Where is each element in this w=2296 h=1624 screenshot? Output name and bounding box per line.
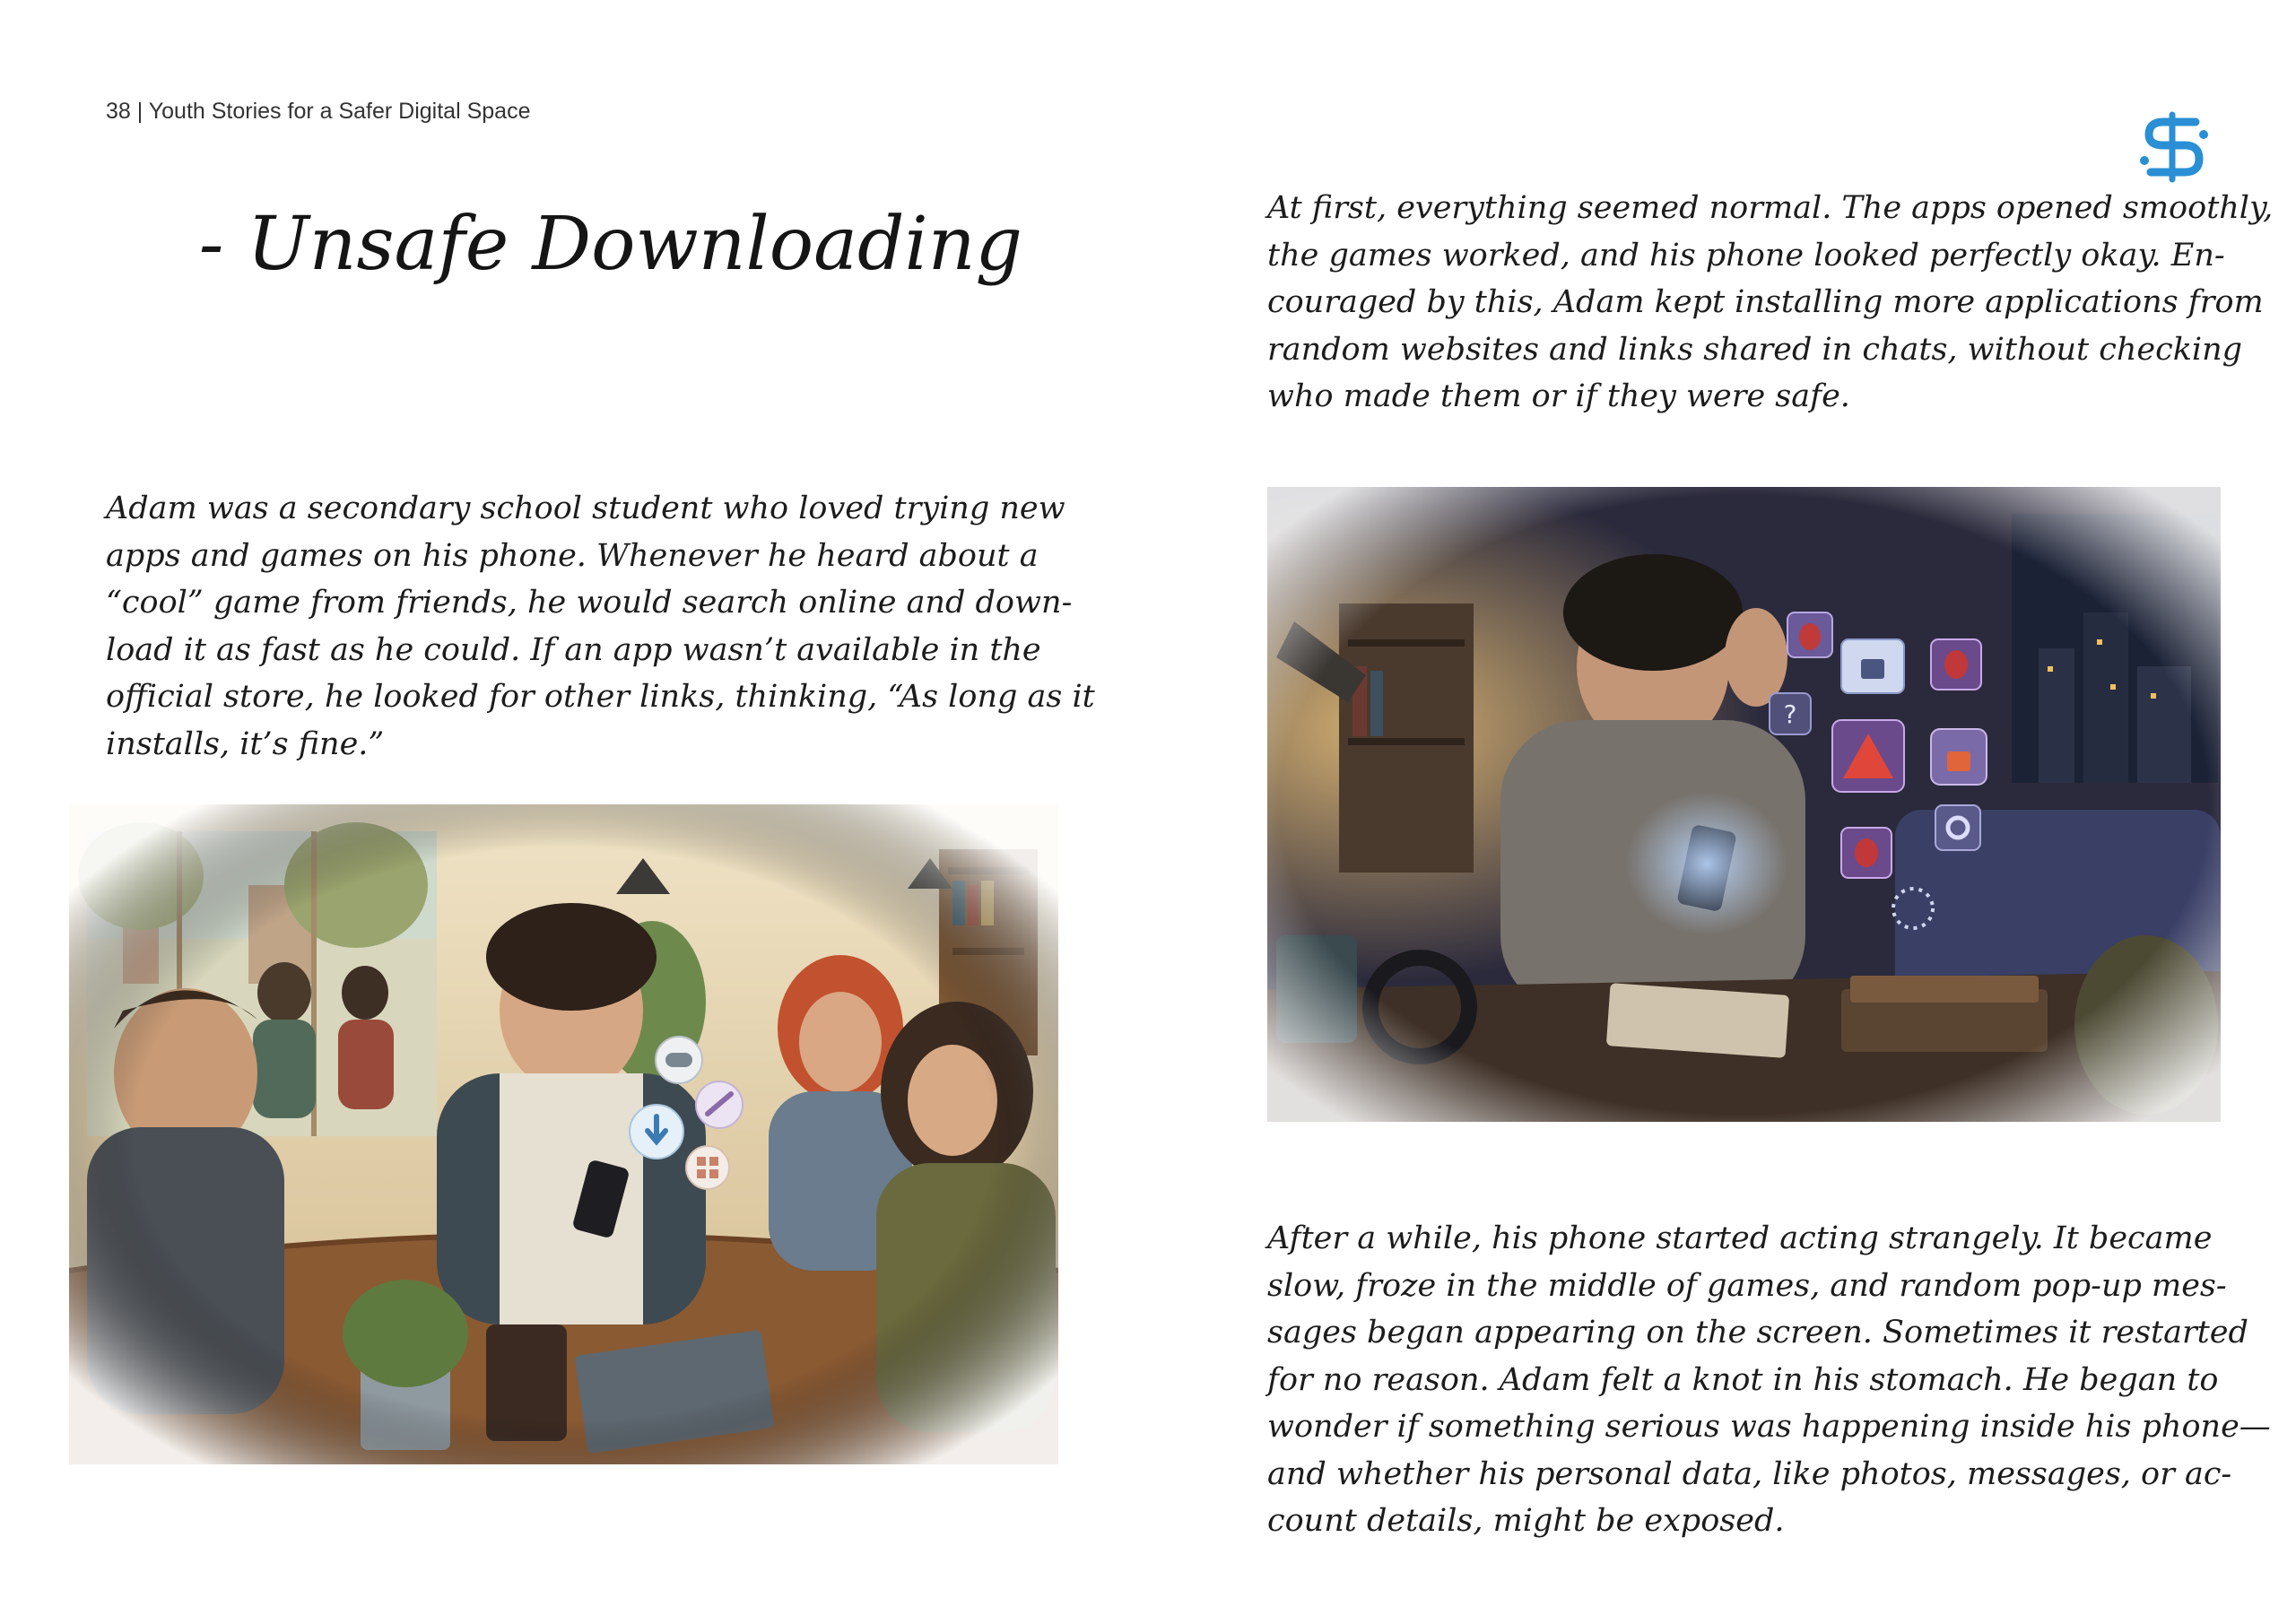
page-number: 38 (106, 99, 131, 124)
text-line: At first, everything seemed normal. The apps opened smoothly, (1267, 190, 2274, 226)
chapter-title: - Unsafe Downloading (198, 202, 1022, 287)
text-line: random websites and links shared in chats, without checking (1267, 331, 2243, 368)
publisher-logo (2136, 109, 2212, 185)
text-line: for no reason. Adam felt a knot in his stomach. He began to (1267, 1361, 2219, 1398)
text-line: apps and games on his phone. Whenever he heard about a (106, 537, 1039, 574)
text-line: couraged by this, Adam kept installing more applications from (1267, 284, 2264, 320)
after-while-paragraph (1267, 1215, 2271, 1545)
intro-paragraph (106, 485, 1095, 768)
book-title: Youth Stories for a Safer Digital Space (148, 99, 531, 124)
text-line: and whether his personal data, like photos, messages, or ac- (1267, 1455, 2232, 1492)
text-line: installs, it’s fine.” (106, 725, 385, 762)
text-line: official store, he looked for other links, thinking, “As long as it (106, 679, 1095, 715)
text-line: “cool” game from friends, he would search online and down- (106, 585, 1073, 621)
bedroom-illustration (1267, 487, 2221, 1122)
text-line: slow, froze in the middle of games, and random pop-up mes- (1267, 1267, 2227, 1304)
text-line: After a while, his phone started acting strangely. It became (1267, 1220, 2213, 1256)
text-line: wonder if something serious was happening inside his phone— (1267, 1409, 2271, 1445)
text-line: sages began appearing on the screen. Sometimes it restarted (1267, 1315, 2248, 1350)
stylized-s-logo-icon (2136, 109, 2212, 185)
text-line: load it as fast as he could. If an app wasn’t available in the (106, 631, 1041, 668)
text-line: count details, might be exposed. (1267, 1503, 1785, 1539)
text-line: the games worked, and his phone looked perfectly okay. En- (1267, 237, 2225, 274)
text-line: Adam was a secondary school student who loved trying new (106, 491, 1065, 526)
running-header (106, 99, 530, 125)
cafe-illustration (69, 804, 1058, 1464)
header-separator: | (136, 99, 144, 124)
at-first-paragraph (1267, 185, 2274, 421)
text-line: who made them or if they were safe. (1267, 378, 1850, 414)
